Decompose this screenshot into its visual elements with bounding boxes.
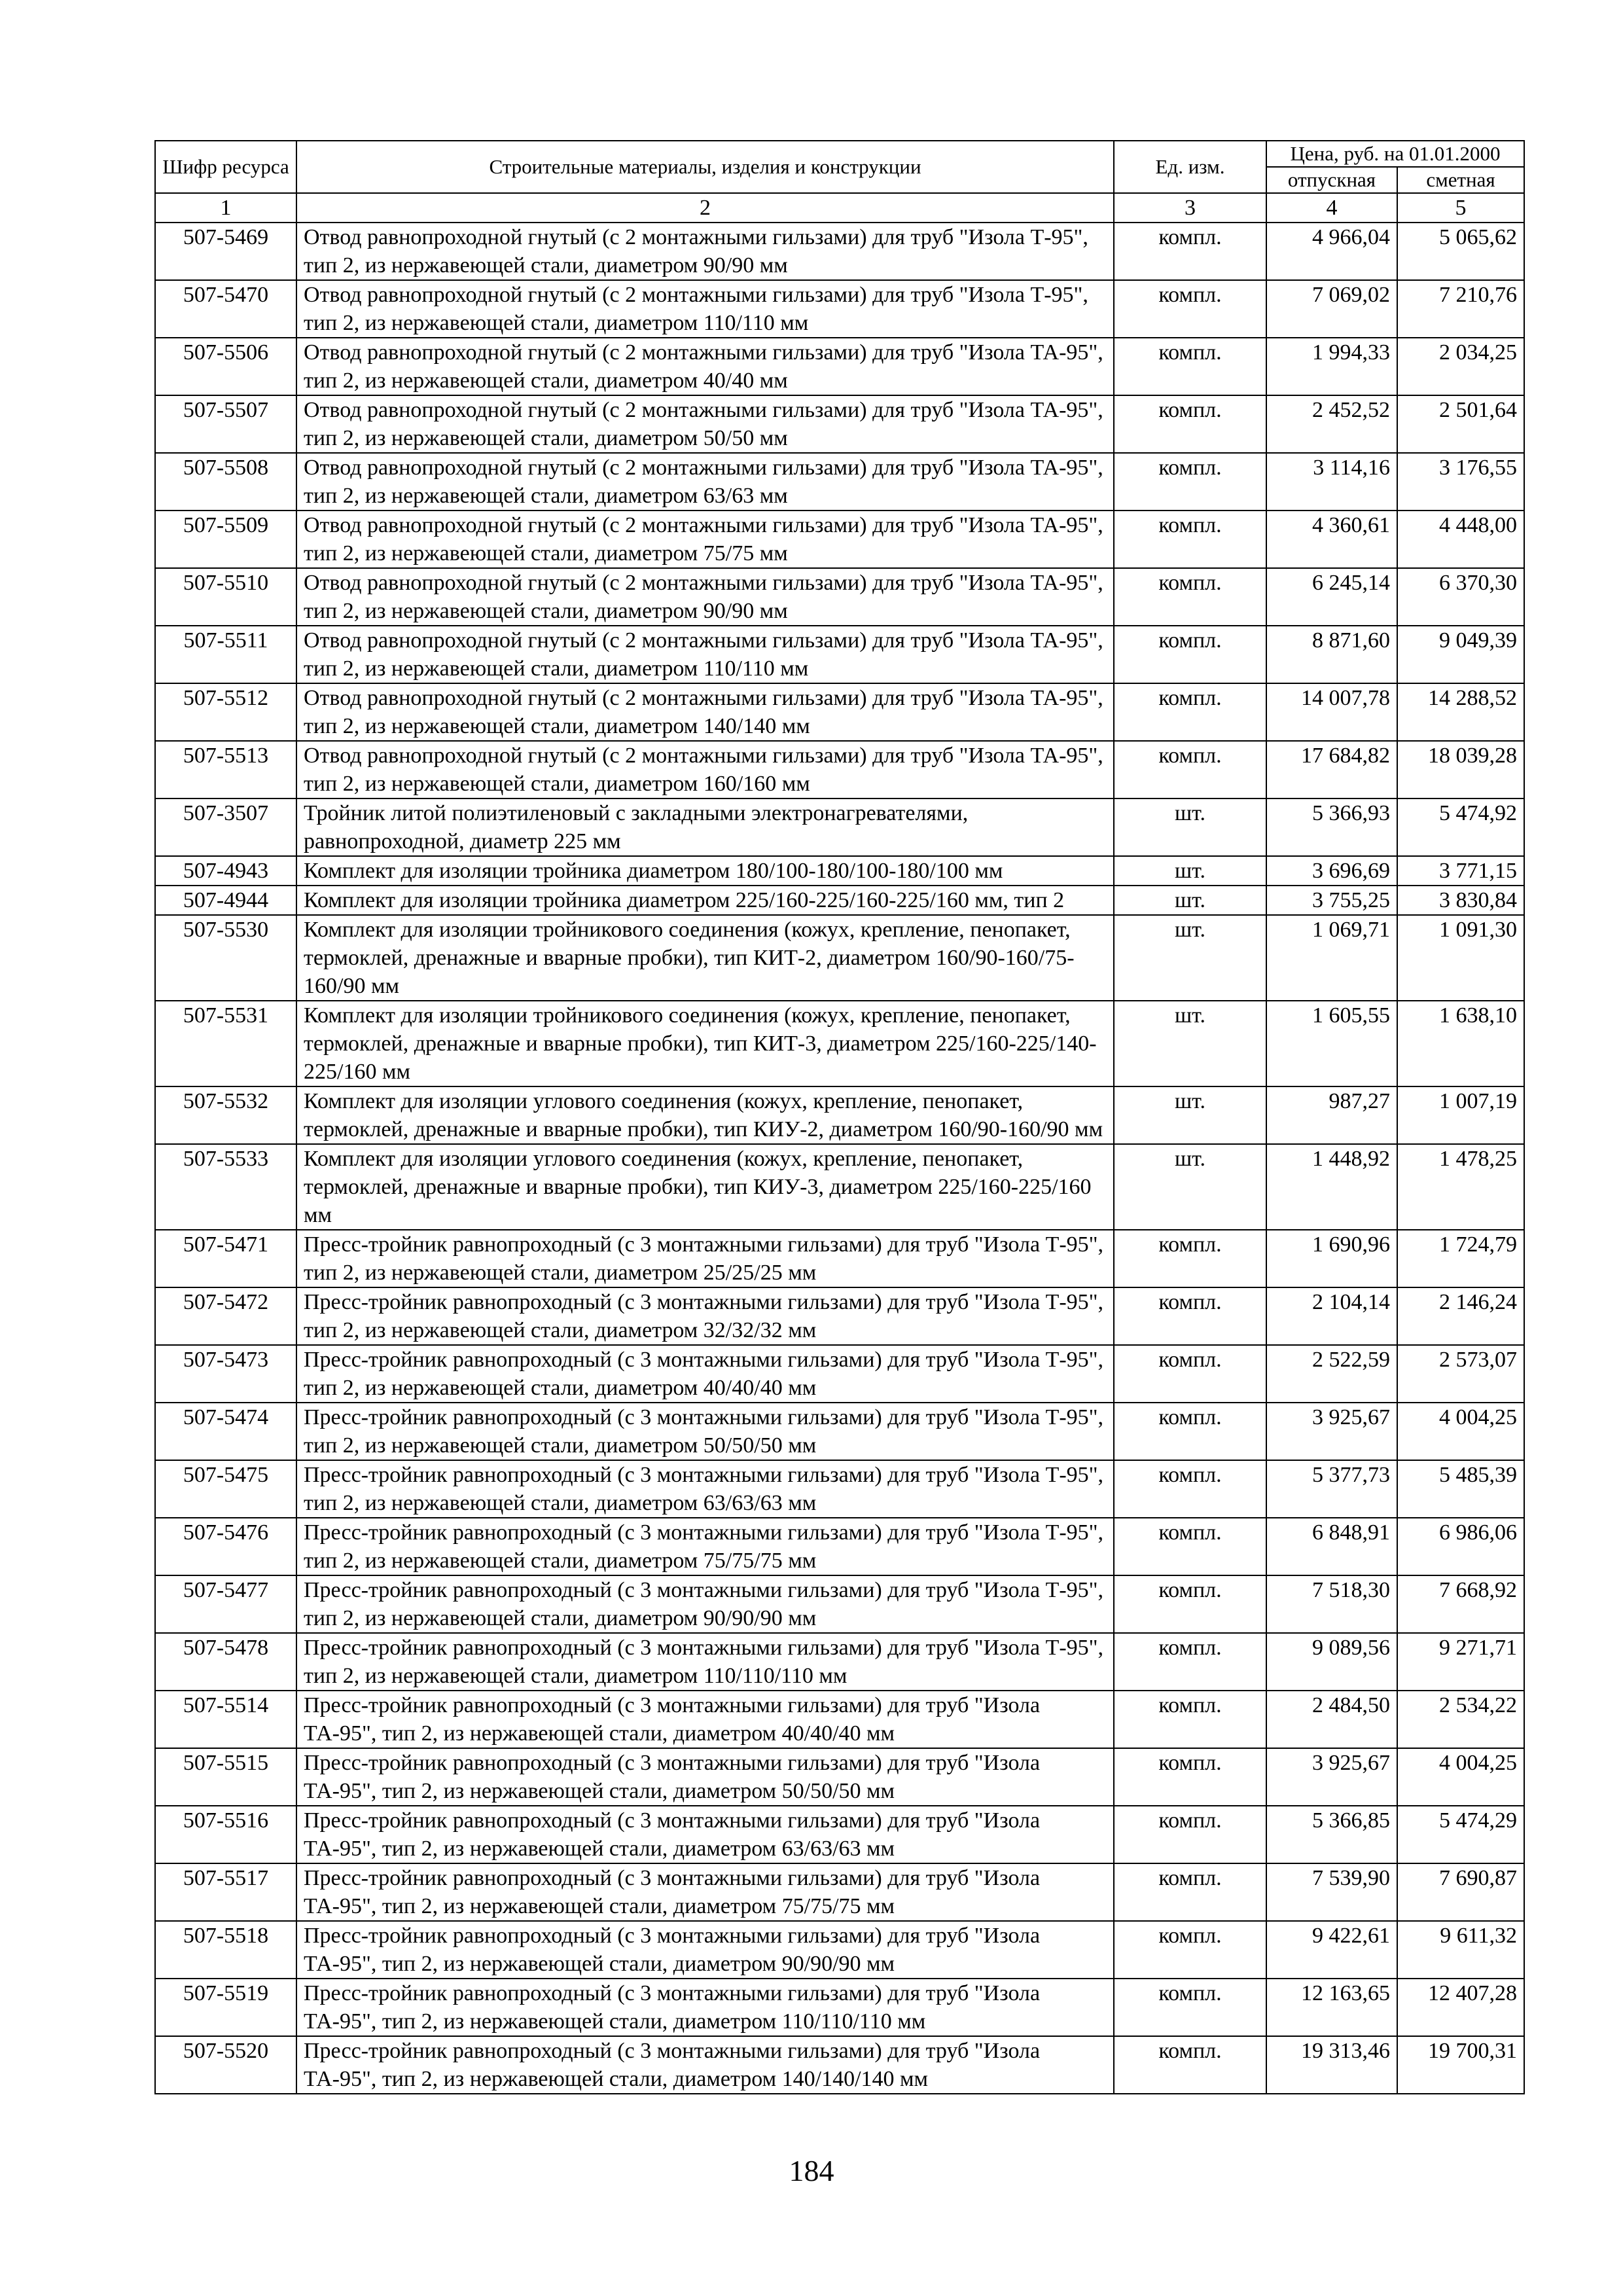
resource-code: 507-5532 xyxy=(155,1086,296,1144)
estimate-price: 3 771,15 xyxy=(1397,856,1524,886)
material-name: Пресс-тройник равнопроходный (с 3 монтажными гильзами) для труб "Изола ТА-95", тип 2, из нержавеющей стали, диаметром 75/75/75 мм xyxy=(296,1863,1114,1921)
material-name: Комплект для изоляции тройникового соединения (кожух, крепление, пенопакет, термоклей, дренажные и вварные пробки), тип КИТ-3, диаметром 225/160-225/140-225/160 мм xyxy=(296,1001,1114,1086)
resource-code: 507-5533 xyxy=(155,1144,296,1230)
estimate-price: 1 478,25 xyxy=(1397,1144,1524,1230)
unit-of-measure: компл. xyxy=(1114,1403,1266,1460)
material-name: Комплект для изоляции тройникового соединения (кожух, крепление, пенопакет, термоклей, дренажные и вварные пробки), тип КИТ-2, диаметром 160/90-160/75-160/90 мм xyxy=(296,915,1114,1001)
estimate-price: 1 724,79 xyxy=(1397,1230,1524,1287)
table-row xyxy=(155,1979,1524,2036)
estimate-price: 2 034,25 xyxy=(1397,338,1524,395)
estimate-price: 5 065,62 xyxy=(1397,223,1524,280)
material-name: Пресс-тройник равнопроходный (с 3 монтажными гильзами) для труб "Изола Т-95", тип 2, из нержавеющей стали, диаметром 63/63/63 мм xyxy=(296,1460,1114,1518)
table-row xyxy=(155,1806,1524,1863)
unit-of-measure: шт. xyxy=(1114,798,1266,856)
estimate-price: 2 146,24 xyxy=(1397,1287,1524,1345)
header-estimate: сметная xyxy=(1397,167,1524,193)
table-row xyxy=(155,280,1524,338)
unit-of-measure: компл. xyxy=(1114,1921,1266,1979)
estimate-price: 1 007,19 xyxy=(1397,1086,1524,1144)
table-row xyxy=(155,1144,1524,1230)
wholesale-price: 7 069,02 xyxy=(1266,280,1397,338)
material-name: Отвод равнопроходной гнутый (с 2 монтажными гильзами) для труб "Изола ТА-95", тип 2, из нержавеющей стали, диаметром 40/40 мм xyxy=(296,338,1114,395)
material-name: Пресс-тройник равнопроходный (с 3 монтажными гильзами) для труб "Изола ТА-95", тип 2, из нержавеющей стали, диаметром 63/63/63 мм xyxy=(296,1806,1114,1863)
table-row xyxy=(155,1575,1524,1633)
unit-of-measure: компл. xyxy=(1114,338,1266,395)
wholesale-price: 2 104,14 xyxy=(1266,1287,1397,1345)
material-name: Пресс-тройник равнопроходный (с 3 монтажными гильзами) для труб "Изола Т-95", тип 2, из нержавеющей стали, диаметром 50/50/50 мм xyxy=(296,1403,1114,1460)
estimate-price: 5 474,92 xyxy=(1397,798,1524,856)
unit-of-measure: компл. xyxy=(1114,1748,1266,1806)
unit-of-measure: компл. xyxy=(1114,568,1266,626)
unit-of-measure: компл. xyxy=(1114,741,1266,798)
material-name: Пресс-тройник равнопроходный (с 3 монтажными гильзами) для труб "Изола Т-95", тип 2, из нержавеющей стали, диаметром 25/25/25 мм xyxy=(296,1230,1114,1287)
unit-of-measure: компл. xyxy=(1114,453,1266,511)
estimate-price: 9 271,71 xyxy=(1397,1633,1524,1691)
unit-of-measure: компл. xyxy=(1114,626,1266,683)
wholesale-price: 987,27 xyxy=(1266,1086,1397,1144)
unit-of-measure: компл. xyxy=(1114,511,1266,568)
resource-code: 507-5508 xyxy=(155,453,296,511)
resource-code: 507-5473 xyxy=(155,1345,296,1403)
page-number: 184 xyxy=(789,2154,834,2187)
wholesale-price: 6 245,14 xyxy=(1266,568,1397,626)
table-body xyxy=(155,223,1524,2094)
material-name: Отвод равнопроходной гнутый (с 2 монтажными гильзами) для труб "Изола ТА-95", тип 2, из нержавеющей стали, диаметром 140/140 мм xyxy=(296,683,1114,741)
wholesale-price: 7 539,90 xyxy=(1266,1863,1397,1921)
resource-code: 507-5472 xyxy=(155,1287,296,1345)
header-name: Строительные материалы, изделия и конструкции xyxy=(296,141,1114,193)
unit-of-measure: шт. xyxy=(1114,886,1266,915)
table-row xyxy=(155,626,1524,683)
column-number: 3 xyxy=(1114,193,1266,223)
resource-code: 507-5509 xyxy=(155,511,296,568)
estimate-price: 1 638,10 xyxy=(1397,1001,1524,1086)
unit-of-measure: компл. xyxy=(1114,683,1266,741)
unit-of-measure: шт. xyxy=(1114,915,1266,1001)
resource-code: 507-5514 xyxy=(155,1691,296,1748)
table-row xyxy=(155,511,1524,568)
unit-of-measure: компл. xyxy=(1114,1633,1266,1691)
material-name: Пресс-тройник равнопроходный (с 3 монтажными гильзами) для труб "Изола Т-95", тип 2, из нержавеющей стали, диаметром 110/110/110 мм xyxy=(296,1633,1114,1691)
material-name: Пресс-тройник равнопроходный (с 3 монтажными гильзами) для труб "Изола ТА-95", тип 2, из нержавеющей стали, диаметром 40/40/40 мм xyxy=(296,1691,1114,1748)
table-row xyxy=(155,2036,1524,2094)
resource-code: 507-5517 xyxy=(155,1863,296,1921)
table-row xyxy=(155,1518,1524,1575)
estimate-price: 9 611,32 xyxy=(1397,1921,1524,1979)
unit-of-measure: компл. xyxy=(1114,1575,1266,1633)
estimate-price: 6 986,06 xyxy=(1397,1518,1524,1575)
table-row xyxy=(155,1633,1524,1691)
header-code: Шифр ресурса xyxy=(155,141,296,193)
resource-code: 507-5530 xyxy=(155,915,296,1001)
material-name: Пресс-тройник равнопроходный (с 3 монтажными гильзами) для труб "Изола Т-95", тип 2, из нержавеющей стали, диаметром 40/40/40 мм xyxy=(296,1345,1114,1403)
resource-code: 507-5520 xyxy=(155,2036,296,2094)
table-row xyxy=(155,1403,1524,1460)
resource-code: 507-5510 xyxy=(155,568,296,626)
material-name: Отвод равнопроходной гнутый (с 2 монтажными гильзами) для труб "Изола Т-95", тип 2, из нержавеющей стали, диаметром 90/90 мм xyxy=(296,223,1114,280)
material-name: Отвод равнопроходной гнутый (с 2 монтажными гильзами) для труб "Изола ТА-95", тип 2, из нержавеющей стали, диаметром 110/110 мм xyxy=(296,626,1114,683)
unit-of-measure: компл. xyxy=(1114,2036,1266,2094)
resource-code: 507-5512 xyxy=(155,683,296,741)
wholesale-price: 1 690,96 xyxy=(1266,1230,1397,1287)
wholesale-price: 4 966,04 xyxy=(1266,223,1397,280)
resource-code: 507-5474 xyxy=(155,1403,296,1460)
unit-of-measure: компл. xyxy=(1114,280,1266,338)
material-name: Отвод равнопроходной гнутый (с 2 монтажными гильзами) для труб "Изола ТА-95", тип 2, из нержавеющей стали, диаметром 75/75 мм xyxy=(296,511,1114,568)
estimate-price: 7 210,76 xyxy=(1397,280,1524,338)
resource-code: 507-5515 xyxy=(155,1748,296,1806)
wholesale-price: 5 366,93 xyxy=(1266,798,1397,856)
wholesale-price: 5 377,73 xyxy=(1266,1460,1397,1518)
resource-code: 507-3507 xyxy=(155,798,296,856)
resource-code: 507-5476 xyxy=(155,1518,296,1575)
material-name: Комплект для изоляции тройника диаметром 180/100-180/100-180/100 мм xyxy=(296,856,1114,886)
wholesale-price: 4 360,61 xyxy=(1266,511,1397,568)
wholesale-price: 3 925,67 xyxy=(1266,1748,1397,1806)
estimate-price: 2 534,22 xyxy=(1397,1691,1524,1748)
table-row xyxy=(155,395,1524,453)
table-row xyxy=(155,856,1524,886)
table-row xyxy=(155,1748,1524,1806)
table-row xyxy=(155,741,1524,798)
wholesale-price: 6 848,91 xyxy=(1266,1518,1397,1575)
resource-code: 507-5506 xyxy=(155,338,296,395)
resource-code: 507-5469 xyxy=(155,223,296,280)
material-name: Отвод равнопроходной гнутый (с 2 монтажными гильзами) для труб "Изола ТА-95", тип 2, из нержавеющей стали, диаметром 63/63 мм xyxy=(296,453,1114,511)
wholesale-price: 1 605,55 xyxy=(1266,1001,1397,1086)
material-name: Пресс-тройник равнопроходный (с 3 монтажными гильзами) для труб "Изола Т-95", тип 2, из нержавеющей стали, диаметром 32/32/32 мм xyxy=(296,1287,1114,1345)
unit-of-measure: компл. xyxy=(1114,1691,1266,1748)
unit-of-measure: компл. xyxy=(1114,1287,1266,1345)
table-row xyxy=(155,798,1524,856)
wholesale-price: 3 114,16 xyxy=(1266,453,1397,511)
resource-code: 507-5518 xyxy=(155,1921,296,1979)
wholesale-price: 3 755,25 xyxy=(1266,886,1397,915)
table-row xyxy=(155,568,1524,626)
estimate-price: 2 573,07 xyxy=(1397,1345,1524,1403)
wholesale-price: 17 684,82 xyxy=(1266,741,1397,798)
estimate-price: 3 176,55 xyxy=(1397,453,1524,511)
wholesale-price: 2 522,59 xyxy=(1266,1345,1397,1403)
unit-of-measure: компл. xyxy=(1114,1460,1266,1518)
resource-code: 507-5531 xyxy=(155,1001,296,1086)
column-number: 4 xyxy=(1266,193,1397,223)
resource-code: 507-5477 xyxy=(155,1575,296,1633)
unit-of-measure: компл. xyxy=(1114,1518,1266,1575)
estimate-price: 4 004,25 xyxy=(1397,1403,1524,1460)
resource-code: 507-4943 xyxy=(155,856,296,886)
estimate-price: 4 004,25 xyxy=(1397,1748,1524,1806)
wholesale-price: 2 452,52 xyxy=(1266,395,1397,453)
estimate-price: 5 485,39 xyxy=(1397,1460,1524,1518)
wholesale-price: 1 994,33 xyxy=(1266,338,1397,395)
table-row xyxy=(155,1345,1524,1403)
unit-of-measure: компл. xyxy=(1114,1979,1266,2036)
unit-of-measure: шт. xyxy=(1114,1086,1266,1144)
material-name: Комплект для изоляции тройника диаметром 225/160-225/160-225/160 мм, тип 2 xyxy=(296,886,1114,915)
column-number: 1 xyxy=(155,193,296,223)
unit-of-measure: шт. xyxy=(1114,856,1266,886)
material-name: Пресс-тройник равнопроходный (с 3 монтажными гильзами) для труб "Изола ТА-95", тип 2, из нержавеющей стали, диаметром 110/110/110 мм xyxy=(296,1979,1114,2036)
resource-code: 507-5511 xyxy=(155,626,296,683)
column-number: 2 xyxy=(296,193,1114,223)
wholesale-price: 5 366,85 xyxy=(1266,1806,1397,1863)
wholesale-price: 19 313,46 xyxy=(1266,2036,1397,2094)
column-number: 5 xyxy=(1397,193,1524,223)
estimate-price: 18 039,28 xyxy=(1397,741,1524,798)
price-table xyxy=(154,140,1525,2094)
header-price: Цена, руб. на 01.01.2000 xyxy=(1266,141,1524,167)
wholesale-price: 14 007,78 xyxy=(1266,683,1397,741)
estimate-price: 1 091,30 xyxy=(1397,915,1524,1001)
table-row xyxy=(155,1001,1524,1086)
unit-of-measure: компл. xyxy=(1114,395,1266,453)
wholesale-price: 3 696,69 xyxy=(1266,856,1397,886)
wholesale-price: 1 069,71 xyxy=(1266,915,1397,1001)
table-row xyxy=(155,1230,1524,1287)
unit-of-measure: компл. xyxy=(1114,223,1266,280)
resource-code: 507-5507 xyxy=(155,395,296,453)
table-row xyxy=(155,338,1524,395)
wholesale-price: 2 484,50 xyxy=(1266,1691,1397,1748)
estimate-price: 5 474,29 xyxy=(1397,1806,1524,1863)
estimate-price: 7 668,92 xyxy=(1397,1575,1524,1633)
unit-of-measure: компл. xyxy=(1114,1863,1266,1921)
material-name: Комплект для изоляции углового соединения (кожух, крепление, пенопакет, термоклей, дренажные и вварные пробки), тип КИУ-3, диаметром 225/160-225/160 мм xyxy=(296,1144,1114,1230)
table-row xyxy=(155,1921,1524,1979)
material-name: Отвод равнопроходной гнутый (с 2 монтажными гильзами) для труб "Изола ТА-95", тип 2, из нержавеющей стали, диаметром 50/50 мм xyxy=(296,395,1114,453)
estimate-price: 3 830,84 xyxy=(1397,886,1524,915)
unit-of-measure: компл. xyxy=(1114,1345,1266,1403)
resource-code: 507-5470 xyxy=(155,280,296,338)
material-name: Пресс-тройник равнопроходный (с 3 монтажными гильзами) для труб "Изола ТА-95", тип 2, из нержавеющей стали, диаметром 90/90/90 мм xyxy=(296,1921,1114,1979)
table-row xyxy=(155,1460,1524,1518)
material-name: Пресс-тройник равнопроходный (с 3 монтажными гильзами) для труб "Изола ТА-95", тип 2, из нержавеющей стали, диаметром 50/50/50 мм xyxy=(296,1748,1114,1806)
estimate-price: 19 700,31 xyxy=(1397,2036,1524,2094)
material-name: Отвод равнопроходной гнутый (с 2 монтажными гильзами) для труб "Изола ТА-95", тип 2, из нержавеющей стали, диаметром 90/90 мм xyxy=(296,568,1114,626)
wholesale-price: 3 925,67 xyxy=(1266,1403,1397,1460)
resource-code: 507-5478 xyxy=(155,1633,296,1691)
table-row xyxy=(155,1863,1524,1921)
material-name: Отвод равнопроходной гнутый (с 2 монтажными гильзами) для труб "Изола Т-95", тип 2, из нержавеющей стали, диаметром 110/110 мм xyxy=(296,280,1114,338)
material-name: Отвод равнопроходной гнутый (с 2 монтажными гильзами) для труб "Изола ТА-95", тип 2, из нержавеющей стали, диаметром 160/160 мм xyxy=(296,741,1114,798)
table-row xyxy=(155,1287,1524,1345)
table-row xyxy=(155,683,1524,741)
unit-of-measure: шт. xyxy=(1114,1144,1266,1230)
wholesale-price: 8 871,60 xyxy=(1266,626,1397,683)
material-name: Пресс-тройник равнопроходный (с 3 монтажными гильзами) для труб "Изола Т-95", тип 2, из нержавеющей стали, диаметром 90/90/90 мм xyxy=(296,1575,1114,1633)
estimate-price: 9 049,39 xyxy=(1397,626,1524,683)
table-row xyxy=(155,453,1524,511)
unit-of-measure: шт. xyxy=(1114,1001,1266,1086)
wholesale-price: 1 448,92 xyxy=(1266,1144,1397,1230)
wholesale-price: 7 518,30 xyxy=(1266,1575,1397,1633)
estimate-price: 7 690,87 xyxy=(1397,1863,1524,1921)
resource-code: 507-5513 xyxy=(155,741,296,798)
header-unit: Ед. изм. xyxy=(1114,141,1266,193)
estimate-price: 4 448,00 xyxy=(1397,511,1524,568)
resource-code: 507-5519 xyxy=(155,1979,296,2036)
table-row xyxy=(155,1691,1524,1748)
resource-code: 507-5471 xyxy=(155,1230,296,1287)
estimate-price: 14 288,52 xyxy=(1397,683,1524,741)
wholesale-price: 9 422,61 xyxy=(1266,1921,1397,1979)
unit-of-measure: компл. xyxy=(1114,1230,1266,1287)
table-row xyxy=(155,915,1524,1001)
material-name: Комплект для изоляции углового соединения (кожух, крепление, пенопакет, термоклей, дренажные и вварные пробки), тип КИУ-2, диаметром 160/90-160/90 мм xyxy=(296,1086,1114,1144)
table-row xyxy=(155,886,1524,915)
resource-code: 507-4944 xyxy=(155,886,296,915)
material-name: Тройник литой полиэтиленовый с закладными электронагревателями, равнопроходной, диаметр 225 мм xyxy=(296,798,1114,856)
material-name: Пресс-тройник равнопроходный (с 3 монтажными гильзами) для труб "Изола Т-95", тип 2, из нержавеющей стали, диаметром 75/75/75 мм xyxy=(296,1518,1114,1575)
table-row xyxy=(155,223,1524,280)
wholesale-price: 12 163,65 xyxy=(1266,1979,1397,2036)
header-wholesale: отпускная xyxy=(1266,167,1397,193)
estimate-price: 2 501,64 xyxy=(1397,395,1524,453)
resource-code: 507-5475 xyxy=(155,1460,296,1518)
estimate-price: 12 407,28 xyxy=(1397,1979,1524,2036)
wholesale-price: 9 089,56 xyxy=(1266,1633,1397,1691)
material-name: Пресс-тройник равнопроходный (с 3 монтажными гильзами) для труб "Изола ТА-95", тип 2, из нержавеющей стали, диаметром 140/140/140 мм xyxy=(296,2036,1114,2094)
unit-of-measure: компл. xyxy=(1114,1806,1266,1863)
table-row xyxy=(155,1086,1524,1144)
estimate-price: 6 370,30 xyxy=(1397,568,1524,626)
resource-code: 507-5516 xyxy=(155,1806,296,1863)
